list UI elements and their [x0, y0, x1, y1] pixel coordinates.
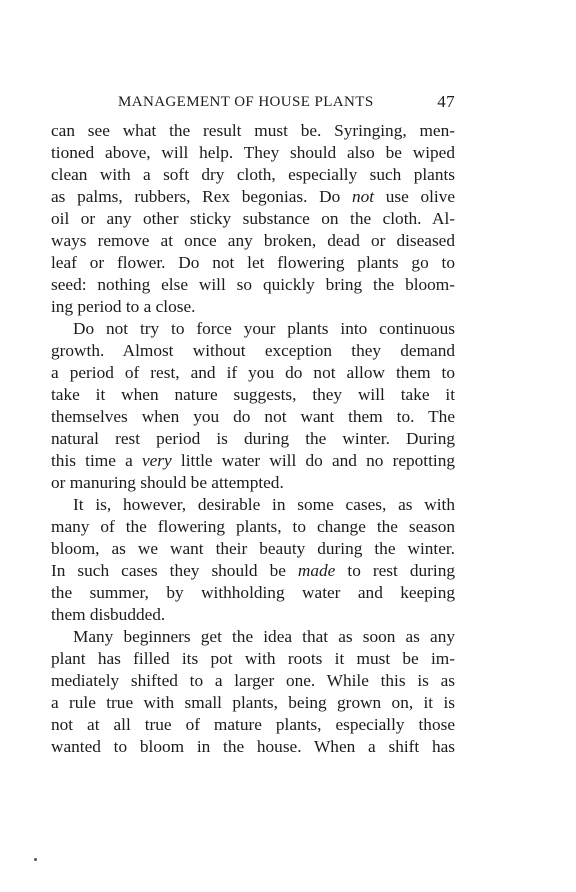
- text-line: ing period to a close.: [51, 297, 196, 316]
- emphasis: very: [141, 451, 172, 470]
- text-line: clean with a soft dry cloth, especially such plants: [51, 165, 455, 184]
- body-text: [51, 120, 455, 758]
- text-segment: this time a: [51, 451, 142, 470]
- text-line: a period of rest, and if you do not allow them to: [51, 363, 455, 382]
- text-line: oil or any other sticky substance on the cloth. Al-: [51, 209, 455, 228]
- text-line: It is, however, desirable in some cases, as with: [73, 495, 455, 514]
- text-segment: In such cases they should be: [51, 561, 298, 580]
- print-speck: [34, 858, 37, 861]
- text-line: Many beginners get the idea that as soon as any: [73, 627, 455, 646]
- text-line: ways remove at once any broken, dead or diseased: [51, 231, 455, 250]
- text-segment: to rest during: [335, 561, 455, 580]
- running-title: MANAGEMENT OF HOUSE PLANTS: [118, 94, 374, 110]
- text-line: [51, 450, 455, 472]
- text-line: not at all true of mature plants, especially those: [51, 715, 455, 734]
- text-segment: as palms, rubbers, Rex begonias. Do: [51, 187, 352, 206]
- text-segment: little water will do and no repotting: [171, 451, 455, 470]
- text-line: leaf or flower. Do not let flowering plants go to: [51, 253, 455, 272]
- text-line: Do not try to force your plants into continuous: [73, 319, 455, 338]
- text-line: [51, 186, 455, 208]
- text-line: take it when nature suggests, they will take it: [51, 385, 455, 404]
- text-line: [51, 560, 455, 582]
- page-number: 47: [437, 92, 455, 111]
- text-line: tioned above, will help. They should also be wiped: [51, 143, 455, 162]
- text-line: natural rest period is during the winter. During: [51, 429, 455, 448]
- running-head: [51, 92, 455, 114]
- text-line: can see what the result must be. Syringing, men-: [51, 121, 455, 140]
- text-line: wanted to bloom in the house. When a shift has: [51, 737, 455, 756]
- text-line: them disbudded.: [51, 605, 166, 624]
- text-line: seed: nothing else will so quickly bring the bloom-: [51, 275, 455, 294]
- text-line: the summer, by withholding water and keeping: [51, 583, 455, 602]
- emphasis: made: [297, 561, 336, 580]
- text-line: plant has filled its pot with roots it must be im-: [51, 649, 455, 668]
- text-line: themselves when you do not want them to. The: [51, 407, 455, 426]
- text-line: growth. Almost without exception they demand: [51, 341, 455, 360]
- text-segment: use olive: [374, 187, 456, 206]
- text-line: many of the flowering plants, to change the season: [51, 517, 455, 536]
- text-line: or manuring should be attempted.: [51, 473, 284, 492]
- text-line: bloom, as we want their beauty during the winter.: [51, 539, 455, 558]
- emphasis: not: [351, 187, 375, 206]
- text-line: a rule true with small plants, being grown on, it is: [51, 693, 455, 712]
- text-line: mediately shifted to a larger one. While this is as: [51, 671, 455, 690]
